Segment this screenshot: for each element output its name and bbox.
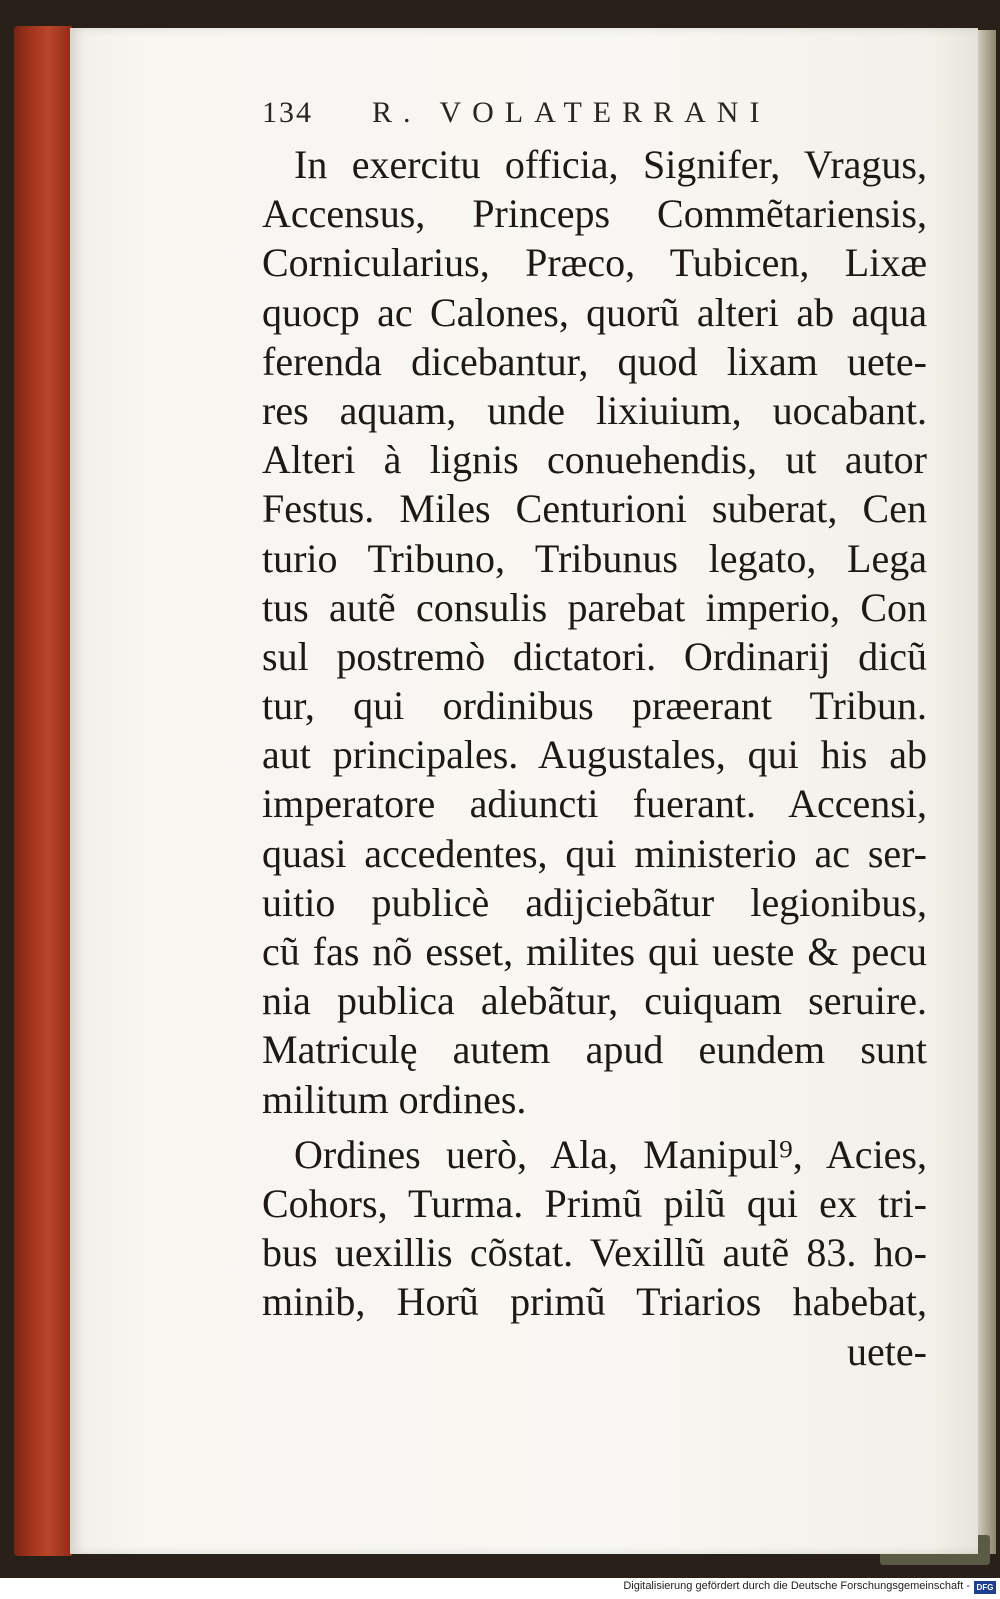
page-number: 134	[262, 96, 313, 129]
text-line: nia publica alebãtur, cuiquam seruire.	[262, 978, 927, 1024]
text-line: Cohors, Turma. Primũ pilũ qui ex tri-	[262, 1180, 927, 1226]
text-line: res aquam, unde lixiuium, uocabant.	[262, 387, 927, 433]
text-line: Ordines uerò, Ala, Manipul⁹, Acies,	[294, 1131, 927, 1177]
funding-credit: Digitalisierung gefördert durch die Deutsche Forschungsgemeinschaft -	[623, 1580, 970, 1592]
text-line: bus uexillis cõstat. Vexillũ autẽ 83. ho-	[262, 1230, 927, 1276]
text-line: uitio publicè adijciebãtur legionibus,	[262, 879, 927, 925]
running-title: R. VOLATERRANI	[372, 96, 771, 129]
text-line: In exercitu officia, Signifer, Vragus,	[294, 142, 927, 187]
book-page-edges	[976, 30, 996, 1554]
text-line: imperatore adiuncti fuerant. Accensi,	[262, 781, 927, 827]
text-line: ferenda dicebantur, quod lixam uete-	[262, 338, 927, 384]
text-line: Cornicularius, Præco, Tubicen, Lixæ	[262, 240, 927, 286]
text-line: Alteri à lignis conuehendis, ut autor	[262, 437, 927, 483]
text-line: aut principales. Augustales, qui his ab	[262, 732, 927, 778]
text-line: Festus. Miles Centurioni suberat, Cen	[262, 486, 927, 532]
credit-strip	[0, 1578, 1000, 1599]
text-line: quasi accedentes, qui ministerio ac ser-	[262, 830, 927, 876]
text-line: turio Tribuno, Tribunus legato, Lega	[262, 535, 927, 581]
text-line: minib, Horũ primũ Triarios habebat,	[262, 1279, 927, 1325]
running-head	[262, 96, 922, 136]
text-line: tur, qui ordinibus præerant Tribun.	[262, 683, 927, 729]
text-line: Matriculę autem apud eundem sunt	[262, 1027, 927, 1073]
text-line: militum ordines.	[262, 1076, 527, 1122]
text-line: tus autẽ consulis parebat imperio, Con	[262, 584, 927, 630]
dfg-logo: DFG	[974, 1581, 996, 1594]
catchword: uete-	[847, 1328, 927, 1374]
text-line: sul postremò dictatori. Ordinarij dicũ	[262, 633, 927, 679]
text-line: cũ fas nõ esset, milites qui ueste & pecu	[262, 929, 927, 974]
book-cover-edge	[14, 26, 72, 1556]
text-line: quocp ac Calones, quorũ alteri ab aqua	[262, 289, 927, 335]
body-text	[262, 140, 927, 1376]
text-line: Accensus, Princeps Commẽtariensis,	[262, 191, 927, 237]
